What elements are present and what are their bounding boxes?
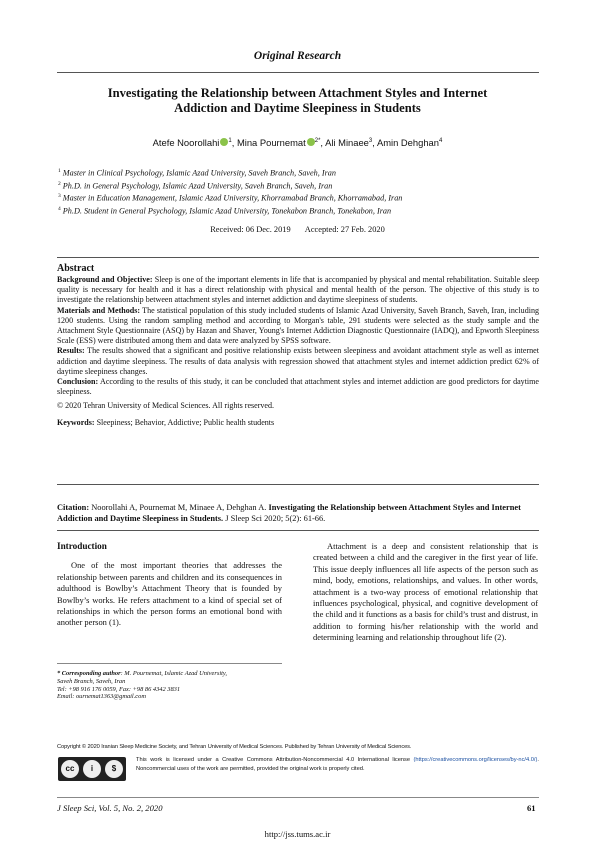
keywords: Keywords: Sleepiness; Behavior, Addictive; Public health students: [57, 417, 275, 427]
author-sup: 2*: [314, 137, 321, 144]
author-list: Atefe Noorollahi $^1$, Mina Pournemat $^{2*}$, Ali Minaee$^3$, Amin Dehghan$^4$: [152, 137, 443, 148]
abstract-results: Results: The results showed that a significant and positive relationship exists between sleepiness and avoidant attachment style as well as internet addiction and daytime sleepiness. The results of data analysis with regression showed that attachment styles and internet addiction predict 62% of daytime sleepiness changes.: [57, 346, 539, 376]
license-copyright: Copyright © 2020 Iranian Sleep Medicine Society, and Tehran University of Medical Sciences. Published by Tehran University of Medical Sciences.: [57, 744, 412, 750]
author-name: Ali Minaee: [325, 137, 369, 148]
author-sup: 4: [438, 137, 443, 144]
abstract-methods: Materials and Methods: The statistical population of this study included students of Islamic Azad University, Saveh Branch, Saveh, Iran, including 1200 students. Using the random sampling method and according to Morgan's table, 291 students were selected as the study sample and the Attachment Style Questionnaire (ASQ) by Hazan and Shaver, Young's Internet Addiction Diagnostic Questionnaire (IADQ), and Epworth Sleepiness Scale (ESS) were distributed among them and data were analyzed by SPSS software.: [57, 305, 539, 346]
accepted-date: Accepted: 27 Feb. 2020: [304, 225, 385, 234]
corresponding-author: * Corresponding author: M. Pournemat, Islamic Azad University, Saveh Branch, Saveh, Iran Tel: +98 916 176 0059, Fax: +98 86 4342 3831 Email: ournemat1363@gmail.com: [57, 670, 282, 701]
received-date: Received: 06 Dec. 2019: [210, 225, 291, 234]
intro-heading: Introduction: [57, 541, 107, 551]
attribution-icon: i: [83, 760, 101, 778]
citation: Citation: Noorollahi A, Pournemat M, Minaee A, Dehghan A. Investigating the Relationship between Attachment Styles and Internet Addiction and Daytime Sleepiness in Students. J Sleep Sci 2020; 5(2): 61-66.: [57, 503, 521, 523]
journal-url[interactable]: http://jss.tums.ac.ir: [264, 829, 331, 839]
footer-divider: [57, 797, 539, 798]
author-name: Mina Pournemat: [236, 137, 306, 148]
abstract-background: Background and Objective: Sleep is one of the important elements in life that is accompanied by physical and mental rehabilitation. Suitable sleep quality is necessary for health and it has a direct relationship with physical and mental health of the person. The objective of this study is to investigate the relationship between attachment styles and internet addiction and daytime sleepiness of students.: [57, 275, 539, 305]
abstract-conclusion: Conclusion: According to the results of this study, it can be concluded that attachment styles and internet addiction are good predictors for daytime sleepiness.: [57, 377, 539, 397]
author-name: Atefe Noorollahi: [152, 137, 220, 148]
intro-paragraph-2: Attachment is a deep and consistent relationship that is created between a child and the caregiver in the first year of life. This issue deeply influences all life aspects of the person such as mind, body, emotions, relationships, and values. In other words, attachment is a two-way process of emotional relationship that influences psychological, physical, and cognitive development of the child and it functions as a basis for child’s trust and distrust, in addition to forming his/her relationship with the world and determining learning and relationship throughout life (2).: [313, 541, 538, 643]
cc-license-badge[interactable]: [58, 757, 126, 781]
column-left: [57, 541, 282, 629]
title-line-2: Addiction and Daytime Sleepiness in Students: [174, 101, 421, 115]
license-link[interactable]: (https://creativecommons.org/licenses/by-nc/4.0/): [413, 757, 538, 763]
abstract-copyright: © 2020 Tehran University of Medical Sciences. All rights reserved.: [57, 401, 275, 411]
author-name: Amin Dehghan: [376, 137, 439, 148]
abstract-top-divider: [57, 257, 539, 258]
intro-paragraph-1: One of the most important theories that addresses the relationship between parents and children and its consequences in adulthood is Bowlby’s Attachment Theory that is founded by Bowlby’s works. He refers attachment to a kind of special set of relationships in which the person forms an emotional bond with another person (1).: [57, 560, 282, 628]
paper-title: [60, 86, 535, 116]
affiliations: [58, 166, 538, 217]
affiliation-item: $^3$ Master in Education Management, Islamic Azad University, Khorramabad Branch, Khorramabad, Iran: [58, 193, 403, 204]
noncommercial-icon: $: [105, 760, 123, 778]
author-sup: 1: [228, 137, 232, 144]
affiliation-item: $^2$ Ph.D. in General Psychology, Islamic Azad University, Saveh Branch, Saveh, Iran: [58, 180, 333, 191]
orcid-icon[interactable]: [307, 138, 315, 146]
footnote-divider: [57, 663, 282, 664]
abstract: [57, 263, 539, 428]
abstract-bottom-divider: [57, 484, 539, 485]
dates: [0, 225, 595, 234]
affiliation-item: $^4$ Ph.D. Student in General Psychology, Islamic Azad University, Tonekabon Branch, Tonekabon, Iran: [58, 206, 392, 216]
column-right: [313, 541, 538, 644]
cc-icon: cc: [61, 760, 79, 778]
license-text: This work is licensed under a Creative Commons Attribution-Noncommercial 4.0 International license (https://creativecommons.org/licenses/by-nc/4.0/). Noncommercial uses of the work are permitted, provided the original work is properly cited.: [136, 757, 539, 772]
email-link[interactable]: Email: ournemat1363@gmail.com: [57, 693, 146, 701]
top-divider: [57, 72, 539, 73]
citation-divider: [57, 530, 539, 531]
journal-reference: J Sleep Sci, Vol. 5, No. 2, 2020: [57, 803, 163, 813]
affiliation-item: $^1$ Master in Clinical Psychology, Islamic Azad University, Saveh Branch, Saveh, Iran: [58, 168, 336, 178]
page-number: 61: [527, 803, 536, 813]
abstract-heading: Abstract: [57, 263, 95, 274]
author-sup: 3: [368, 137, 373, 144]
section-label: Original Research: [253, 50, 342, 62]
title-line-1: Investigating the Relationship between Attachment Styles and Internet: [107, 86, 488, 100]
